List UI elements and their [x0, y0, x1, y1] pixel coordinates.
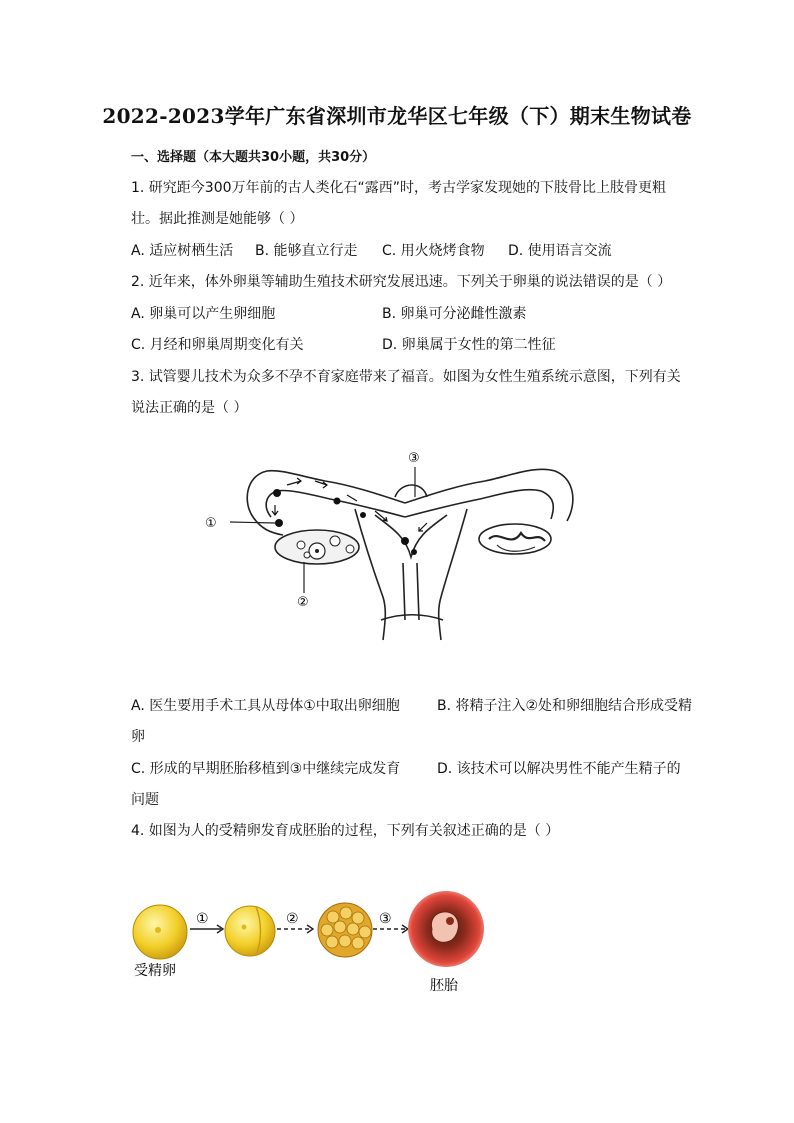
zygote-label: 受精卵 — [134, 963, 176, 979]
page-title: 2022-2023学年广东省深圳市龙华区七年级（下）期末生物试卷 — [102, 104, 692, 128]
zygote-icon — [133, 905, 187, 959]
morula-icon — [318, 903, 372, 957]
q3-option-d-line2: 问题 — [131, 792, 159, 808]
figure-label-3: ③ — [408, 451, 420, 466]
q2-option-b: B. 卵巢可分泌雌性激素 — [382, 306, 527, 322]
embryo-icon — [408, 891, 484, 967]
q3-option-d-line1: D. 该技术可以解决男性不能产生精子的 — [437, 761, 681, 777]
figure-label-2: ② — [297, 595, 309, 610]
q1-option-a: A. 适应树栖生活 — [131, 243, 234, 259]
q3-option-c: C. 形成的早期胚胎移植到③中继续完成发育 — [131, 761, 401, 777]
figure-label-1: ① — [205, 516, 217, 531]
q2-option-c: C. 月经和卵巢周期变化有关 — [131, 337, 304, 353]
q1-stem-line1: 1. 研究距今300万年前的古人类化石“露西”时，考古学家发现她的下肢骨比上肢骨更粗 — [131, 180, 667, 196]
q2-stem: 2. 近年来，体外卵巢等辅助生殖技术研究发展迅速。下列关于卵巢的说法错误的是（ ） — [131, 274, 672, 290]
q3-stem-line2: 说法正确的是（ ） — [131, 400, 248, 416]
q1-option-c: C. 用火烧烤食物 — [382, 243, 485, 259]
section-heading: 一、选择题（本大题共30小题，共30分） — [131, 150, 376, 165]
reproductive-system-figure — [205, 445, 595, 657]
q1-stem-line2: 壮。据此推测是她能够（ ） — [131, 211, 304, 227]
step-2-label: ② — [286, 911, 299, 927]
q2-option-d: D. 卵巢属于女性的第二性征 — [382, 337, 556, 353]
q2-option-a: A. 卵巢可以产生卵细胞 — [131, 306, 276, 322]
embryo-label: 胚胎 — [430, 978, 458, 994]
two-cell-icon — [225, 906, 275, 956]
step-3-label: ③ — [379, 911, 392, 927]
q3-option-b-line2: 卵 — [131, 729, 145, 745]
q3-option-a: A. 医生要用手术工具从母体①中取出卵细胞 — [131, 698, 400, 714]
step-1-label: ① — [196, 911, 209, 927]
q1-option-d: D. 使用语言交流 — [508, 243, 612, 259]
q3-stem-line1: 3. 试管婴儿技术为众多不孕不育家庭带来了福音。如图为女性生殖系统示意图，下列有关 — [131, 369, 681, 385]
q3-option-b-line1: B. 将精子注入②处和卵细胞结合形成受精 — [437, 698, 693, 714]
q4-stem: 4. 如图为人的受精卵发育成胚胎的过程，下列有关叙述正确的是（ ） — [131, 823, 560, 839]
embryo-development-figure — [128, 885, 490, 997]
q1-option-b: B. 能够直立行走 — [255, 243, 358, 259]
